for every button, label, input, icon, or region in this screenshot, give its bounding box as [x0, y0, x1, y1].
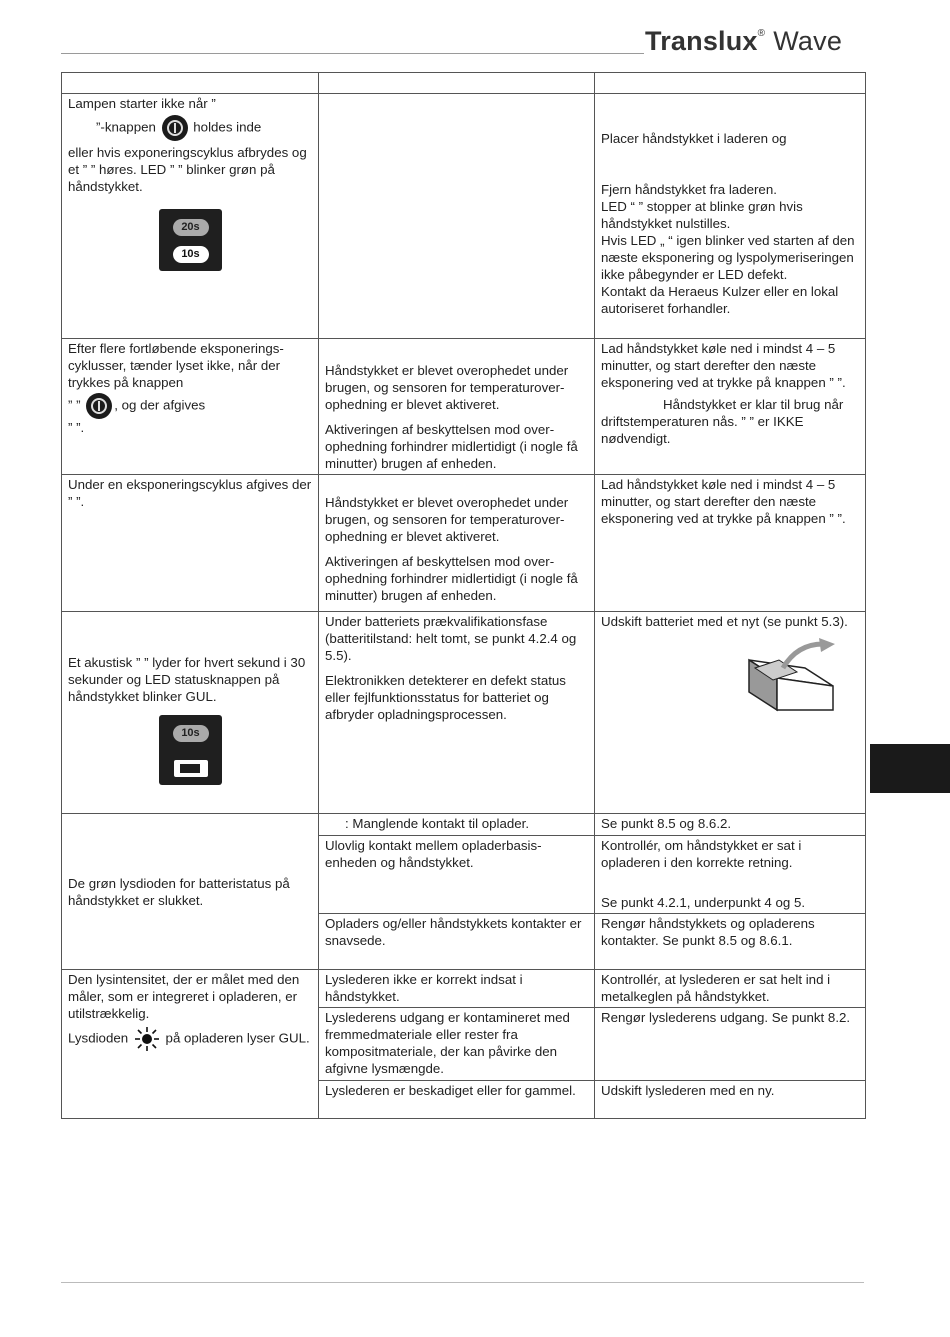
cause-cell	[319, 612, 595, 814]
cause-cell	[319, 1008, 595, 1081]
table-row	[62, 814, 866, 836]
problem-text: De grøn lysdioden for batteristatus på håndstykket er slukket.	[68, 875, 290, 908]
solution-cell	[595, 1008, 866, 1081]
table-header-row	[62, 73, 866, 94]
problem-text: Den lysintensitet, der er målet med den måler, som er integreret i opladeren, er utilstrækkelig.	[68, 972, 300, 1021]
led-20s-indicator: 20s	[173, 219, 209, 236]
power-button-icon	[86, 393, 112, 419]
cause-text: Håndstykket er blevet overophedet under brugen, og sensoren for temperaturoverophedning er blevet aktiveret.	[325, 363, 569, 412]
solution-text: Hvis LED „ “ igen blinker ved starten af den næste eksponering og lyspolymeriseringen ikke påbegynder er LED defekt.	[601, 233, 855, 282]
solution-cell	[595, 970, 866, 1008]
header-cell-cause	[319, 73, 595, 94]
problem-text: Under en eksponeringscyklus afgives der ” ”.	[68, 477, 312, 509]
cause-cell	[319, 814, 595, 836]
cause-text: Håndstykket er blevet overophedet under brugen, og sensoren for temperaturoverophedning er blevet aktiveret.	[325, 495, 569, 544]
solution-text: Kontrollér, at lyslederen er sat helt ind i metalkeglen på håndstykket.	[601, 972, 831, 1004]
cause-text: Lyslederen ikke er korrekt indsat i håndstykket.	[325, 972, 523, 1004]
problem-text: ” ”.	[68, 420, 85, 435]
power-button-icon	[162, 115, 188, 141]
problem-cell	[62, 339, 319, 475]
problem-text: Lysdioden på opladeren lyser GUL.	[68, 1027, 312, 1051]
troubleshooting-table	[61, 72, 866, 1119]
cause-text: Aktiveringen af beskyttelsen mod overophedning forhindrer midlertidigt (i nogle få minutter) brugen af enheden.	[325, 554, 578, 603]
led-10s-indicator: 10s	[173, 246, 209, 263]
problem-text: Efter flere fortløbende eksponeringscyklusser, tænder lyset ikke, når der trykkes på knappen	[68, 341, 284, 390]
solution-text: LED “ ” stopper at blinke grøn hvis håndstykket nulstilles.	[601, 199, 803, 231]
problem-text: ”-knappen holdes inde	[68, 115, 312, 141]
problem-cell	[62, 475, 319, 612]
solution-text: Se punkt 4.2.1, underpunkt 4 og 5.	[601, 895, 806, 910]
cause-cell	[319, 1081, 595, 1119]
solution-cell	[595, 612, 866, 814]
solution-cell	[595, 1081, 866, 1119]
solution-cell	[595, 814, 866, 836]
problem-cell	[62, 814, 319, 970]
problem-cell	[62, 970, 319, 1119]
solution-text: Kontrollér, om håndstykket er sat i opladeren i den korrekte retning.	[601, 838, 802, 870]
solution-text: Placer håndstykket i laderen og	[601, 131, 787, 146]
cause-cell	[319, 475, 595, 612]
cause-text: Ulovlig kontakt mellem opladerbasisenheden og håndstykket.	[325, 838, 542, 870]
battery-icon	[174, 760, 208, 777]
cause-text: Lyslederen er beskadiget eller for gammel.	[325, 1083, 576, 1098]
solution-text: Lad håndstykket køle ned i mindst 4 – 5 minutter, og start derefter den næste eksponering ved at trykke på knappen ” ”.	[601, 477, 846, 526]
chapter-tab	[870, 744, 950, 793]
solution-cell	[595, 836, 866, 914]
battery-replace-icon	[739, 638, 839, 718]
cause-cell	[319, 339, 595, 475]
solution-text: Lad håndstykket køle ned i mindst 4 – 5 minutter, og start derefter den næste eksponering ved at trykke på knappen ” ”.	[601, 341, 846, 390]
cause-cell	[319, 914, 595, 970]
problem-text: eller hvis exponeringscyklus afbrydes og et ” ” høres. LED ” ” blinker grøn på håndstykket.	[68, 145, 307, 194]
sun-led-icon	[135, 1027, 159, 1051]
header-cell-solution	[595, 73, 866, 94]
solution-text: Se punkt 8.5 og 8.6.2.	[601, 816, 732, 831]
solution-text: Kontakt da Heraeus Kulzer eller en lokal autoriseret forhandler.	[601, 284, 839, 316]
handpiece-led-panel	[159, 715, 222, 785]
cause-cell	[319, 94, 595, 339]
solution-cell	[595, 94, 866, 339]
brand-logo: Translux® Wave	[645, 26, 843, 56]
solution-cell	[595, 339, 866, 475]
handpiece-led-panel	[159, 209, 222, 271]
problem-text: Et akustisk ” ” lyder for hvert sekund i 30 sekunder og LED statusknappen på håndstykket blinker GUL.	[68, 655, 306, 704]
led-10s-indicator: 10s	[173, 725, 209, 742]
problem-text: Lampen starter ikke når ”	[68, 96, 216, 111]
problem-text: ” ” , og der afgives	[68, 393, 312, 419]
solution-text: Udskift lyslederen med en ny.	[601, 1083, 775, 1098]
header-cell-problem	[62, 73, 319, 94]
cause-text: Elektronikken detekterer en defekt status eller fejlfunktionsstatus for batteriet og afbryder opladningsprocessen.	[325, 673, 566, 722]
cause-text: Opladers og/eller håndstykkets kontakter er snavsede.	[325, 916, 582, 948]
solution-text: Rengør lyslederens udgang. Se punkt 8.2.	[601, 1010, 851, 1025]
problem-cell	[62, 612, 319, 814]
cause-text: Aktiveringen af beskyttelsen mod overophedning forhindrer midlertidigt (i nogle få minutter) brugen af enheden.	[325, 422, 578, 471]
solution-text: Udskift batteriet med et nyt (se punkt 5.3).	[601, 614, 848, 629]
solution-text: Rengør håndstykkets og opladerens kontakter. Se punkt 8.5 og 8.6.1.	[601, 916, 815, 948]
table-row	[62, 475, 866, 612]
table-row	[62, 970, 866, 1008]
cause-text: Lyslederens udgang er kontamineret med fremmedmateriale eller rester fra kompositmateriale, der kan påvirke den afgivne lysmængde.	[325, 1010, 570, 1076]
table-row	[62, 612, 866, 814]
footer-rule	[61, 1282, 864, 1283]
solution-cell	[595, 475, 866, 612]
table-row	[62, 94, 866, 339]
solution-text: Fjern håndstykket fra laderen.	[601, 182, 777, 197]
table-row	[62, 339, 866, 475]
problem-cell	[62, 94, 319, 339]
solution-text: Håndstykket er klar til brug når driftstemperaturen nås. ” ” er IKKE nødvendigt.	[601, 397, 844, 446]
solution-cell	[595, 914, 866, 970]
cause-cell	[319, 836, 595, 914]
header-rule	[61, 53, 644, 54]
cause-cell	[319, 970, 595, 1008]
cause-text: : Manglende kontakt til oplader.	[345, 816, 530, 831]
cause-text: Under batteriets prækvalifikationsfase (batteritilstand: helt tomt, se punkt 4.2.4 og 5.5).	[325, 614, 577, 663]
